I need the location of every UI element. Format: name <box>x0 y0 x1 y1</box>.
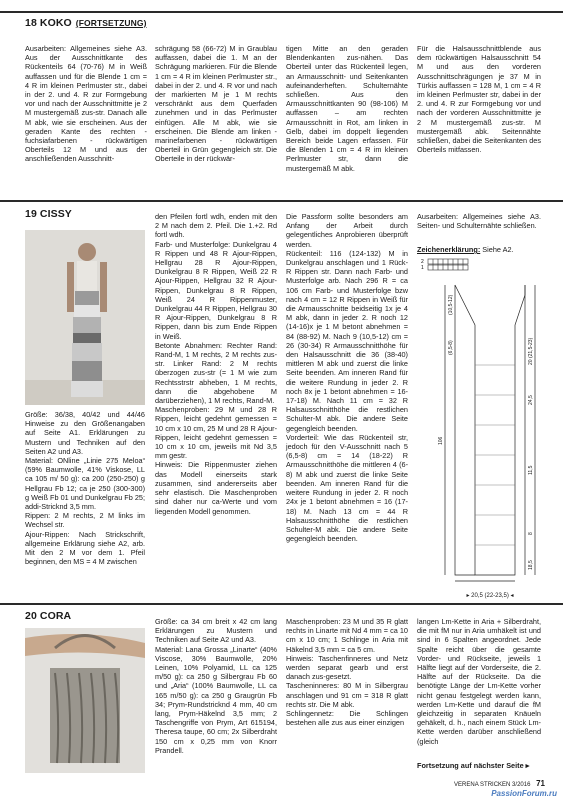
width-label: ▸ 20,5 (22-23,5) ◂ <box>466 593 514 599</box>
text-col-20-3: Maschenproben: 23 M und 35 R glatt rechts in Linarte mit Nd 4 mm = ca 10 cm x 10 cm; 1 Schlinge in Aria mit Häkelnd 3,5 mm = ca 5 cm. Hinweis: Taschenfinneres und Netz werden separat gearb und erst danach zus-gesetzt. Tascheninneres: 80 M in Silbergrau anschlagen und 91 cm = 318 R glatt rechts str. Die M abk. Schlingennetz: Die Schlingen bestehen alle zus aus einer einzigen <box>286 617 408 728</box>
text-col-19-1: Größe: 36/38, 40/42 und 44/46 Hinweise zu den Größenangaben auf Seite A1. Erklärungen zu Mustern und Techniken auf den Seiten A2 und A3. Material: ONline „Linie 275 Meloa“ (59% Baumwolle, 41% Viskose, LL ca 105 m/ 50 g): ca 200 (250-250) g Hellgrau Fb 12; ca je 250 (300-300) g Weiß Fb 01 und Dunkelgrau Fb 25; addi-Stricknd 3,5 mm. Rippen: 2 M rechts, 2 M links im Wechsel str. Ajour-Rippen: Nach Strickschrift, allgemeine Erklärung siehe A2, arb. Mit den 2 M vor dem 1. Pfeil beginnen, den MS = 4 M zwischen <box>25 410 145 567</box>
model-photo-cissy <box>25 230 145 405</box>
section-title-20: 20 CORA <box>25 610 72 622</box>
svg-text:11,5: 11,5 <box>528 465 534 475</box>
text-col-20-4: langen Lm-Kette in Aria + Silberdraht, die mit fM nur in Aria umhäkelt ist und sind in 6 Spalten angeordnet. Jede Spalte reicht über die gesamte Vorder- und Rückseite, jeweils 1 Hälfte liegt auf der Vorderseite, die 2. Hälfte auf der Rückseite. Da die benötigte Länge der Lm-Kette vorher nicht genau festgelegt werden kann, werden Lm-Kette und darauf die fM gleichzeitig in separaten Knäueln gehäkelt, d. h., nach einem Stück Lm-Kette werden darüber anschließend (gleich <box>417 617 541 746</box>
text-col-19-3: Die Passform sollte besonders am Anfang der Arbeit durch gelegentliches Anprobieren überprüft werden. Rückenteil: 116 (124-132) M in Dunkelgrau anschlagen und 1 Rück-R Rippen str. Dann nach Farb- und Musterfolge arb. Nach 296 R = ca 106 cm Farb- und Musterfolge bzw nach 4 cm = 12 R Rippen in Weiß für die Armausschnitte beidseitig 1x je 4 M abk, dann in jeder 2. R noch 12 (14-16)x je 1 M betont abnehmen = 84 (88-92) M. Nach 9 (10,5-12) cm = 26 (30-34) R Armausschnitthöhe für den Halsausschnitt die 36 (38-40) mittleren M abk und zuerst die linke Seite beenden. Am inneren Rand für die weitere Rundung in jeder 2. R noch 8x je 1 betont abnehmen = 16-17-18) M. Nach 11 cm = 32 R Halsausschnitthöhe die restlichen Schulter-M abk. Die andere Seite gegengleich beenden. Vorderteil: Wie das Rückenteil str, jedoch für den V-Ausschnitt nach 5 (6,5-8) cm = 14 (18-22) R Armausschnitthöhe die mittleren 4 (6-8) M abk und zuerst die linke Seite beenden. Am inneren Rand für die weitere Rundung in jeder 2. R noch 24x je 1 betont abnehmen = 16 (17-18) M. Nach 13 cm = 44 R Halsausschnitthöhe die restlichen Schulter-M abk. Die andere Seite gegengleich beenden. <box>286 212 408 544</box>
section-subtitle: (FORTSETZUNG) <box>75 18 147 28</box>
continued-note: Fortsetzung auf nächster Seite ▸ <box>417 761 530 770</box>
text-col-18-4: Für die Halsausschnittblende aus dem rückwärtigen Halsausschnitt 54 M und aus den vorderen Ausschnittschrägungen je 37 M in Türkis auffassen = 128 M, 1 cm = 4 R im kleinen Perlmuster str, dabei in der 2. und 4. R zur Formgebung vor und nach der vorderen Ausschnittmitte je 2 M mustergemäß zus-str. M mustergemäß abk. Seitennähte schließen, dabei die Seitenkanten des Oberteils mitfassen. <box>417 44 541 155</box>
section-title-18: 18 KOKO (FORTSETZUNG) <box>25 17 147 29</box>
page-number: 71 <box>536 779 545 788</box>
svg-text:(6,5-8): (6,5-8) <box>448 340 454 355</box>
svg-text:20 (21,5-23): 20 (21,5-23) <box>528 337 534 365</box>
footer <box>400 779 545 788</box>
garment-schematic <box>415 275 545 590</box>
watermark: PassionForum.ru <box>491 789 557 798</box>
svg-text:2: 2 <box>421 259 424 265</box>
text-col-18-1: Ausarbeiten: Allgemeines siehe A3. Aus der Ausschnittkante des Rückenteils 64 (70-76) M in Weiß auffassen und für die Blende 1 cm = 4 R im kleinen Perlmuster str., dabei in der 2. und 4. R zur Formgebung vor und nach der Ausschnittmitte je 2 M mustergemäß zus-str. Danach alle M abk, wie sie erscheinen. Aus der geraden Kante des rechten - fuchsiafarbenen - rückwärtigen Oberteils 12 M und aus der anschließenden Ausschnitt- <box>25 44 147 164</box>
text-col-20-2: Größe: ca 34 cm breit x 42 cm lang Erklärungen zu Mustern und Techniken auf Seite A2 und A3. Material: Lana Grossa „Linarte“ (40% Viscose, 30% Baumwolle, 20% Leinen, 10% Polyamid, LL ca 125 m/50 g): ca 250 g Silbergrau Fb 60 und „Aria“ (100% Baumwolle, LL ca 165 m/50 g): ca 250 g Graugrün Fb 34; Prym-Rundstricknd 4 mm, 40 cm lang, Prym-Häkelnd 3,5 mm; 2 Taschengriffe von Prym, Art 615194, Theresa taupe, 60 cm; 2x Silberdraht 150 cm x 0,25 mm von Knorr Prandell. <box>155 617 277 755</box>
section-title-19: 19 CISSY <box>25 208 72 220</box>
magazine-name: VERENA STRICKEN 3/2016 <box>454 782 531 788</box>
text-col-18-3: tigen Mitte an den geraden Blendenkanten zus-nähen. Das Oberteil unter das Rückenteil legen, an Armausschnitt- und Seitenkanten aufeinanderheften. Schulternähte schließen. Aus den Armausschnittkanten 90 (98-106) M auffassen – am rechten Armausschnitt in Rot, am linken in Gelb, dabei im doppelt liegenden Bereich beide Lagen erfassen. Für die Blenden 1 cm = 4 R im kleinen Perlmuster str, dann die mustergemäß M abk. <box>286 44 408 173</box>
svg-text:8: 8 <box>528 532 534 535</box>
text-col-19-4: Ausarbeiten: Allgemeines siehe A3. Seiten- und Schulternähte schließen. <box>417 212 541 231</box>
svg-text:1: 1 <box>421 265 424 271</box>
svg-text:(10,5-12): (10,5-12) <box>448 294 454 315</box>
svg-text:18,5: 18,5 <box>528 560 534 570</box>
text-col-18-2: schrägung 58 (66-72) M in Graublau auffassen, dabei die 1. M an der Schrägung markieren. Für die Blende 1 cm = 4 R im kleinen Perlmuster str., dabei in der 2. und 4. R vor und nach der markierten M je 1 M rechts verschränkt aus dem Querfaden zunehmen und in das Perlmuster einfügen. Alle M abk, wie sie erscheinen. Die Blende am linken - marinefarbenen - rückwärtigen Oberteil in Grün gegengleich str. Die Oberteile in der rückwär- <box>155 44 277 164</box>
svg-text:24,5: 24,5 <box>528 395 534 405</box>
svg-text:106: 106 <box>438 436 444 445</box>
bag-photo-cora <box>25 628 145 773</box>
text-col-19-2: den Pfeilen fortl wdh, enden mit den 2 M nach dem 2. Pfeil. Die 1.+2. Rd fortl wdh. Farb- und Musterfolge: Dunkelgrau 4 R Rippen und 48 R Ajour-Rippen, Hellgrau 28 R Ajour-Rippen, Dunkelgrau 8 R Rippen, Weiß 22 R Ajour-Rippen, Hellgrau 32 R Ajour-Rippen, Dunkelgrau 8 R Rippen, Weiß 24 R Rippenmuster, Dunkelgrau 44 R Rippen, Hellgrau 30 R Ajour-Rippen, Dunkelgrau 8 R Rippen, dann bis zum Ende Rippen in Weiß. Betonte Abnahmen: Rechter Rand: Rand-M, 1 M rechts, 2 M rechts zus-str. Linker Rand: 2 M rechts überzogen zus-str (= 1 M wie zum Rechtsstrstr abheben, 1 M rechts, dann die abgehobene M darüberziehen), 1 M rechts, Rand-M. Maschenproben: 29 M und 28 R Rippen, leicht gedehnt gemessen = 10 cm x 10 cm, 25 M und 28 R Ajour-Rippen, leicht gedehnt gemessen = 10 cm x 10 cm, jeweils mit Nd 3,5 mm gestr. Hinweis: Die Rippenmuster ziehen das Modell einerseits stark zusammen, sind andererseits aber sehr elastisch. Die Maschenproben sind daher nur ca-Werte und vom liegenden Modell genommen. <box>155 212 277 516</box>
stitch-chart <box>420 258 485 272</box>
legend-heading: Zeichenerklärung: Siehe A2. <box>417 245 514 254</box>
